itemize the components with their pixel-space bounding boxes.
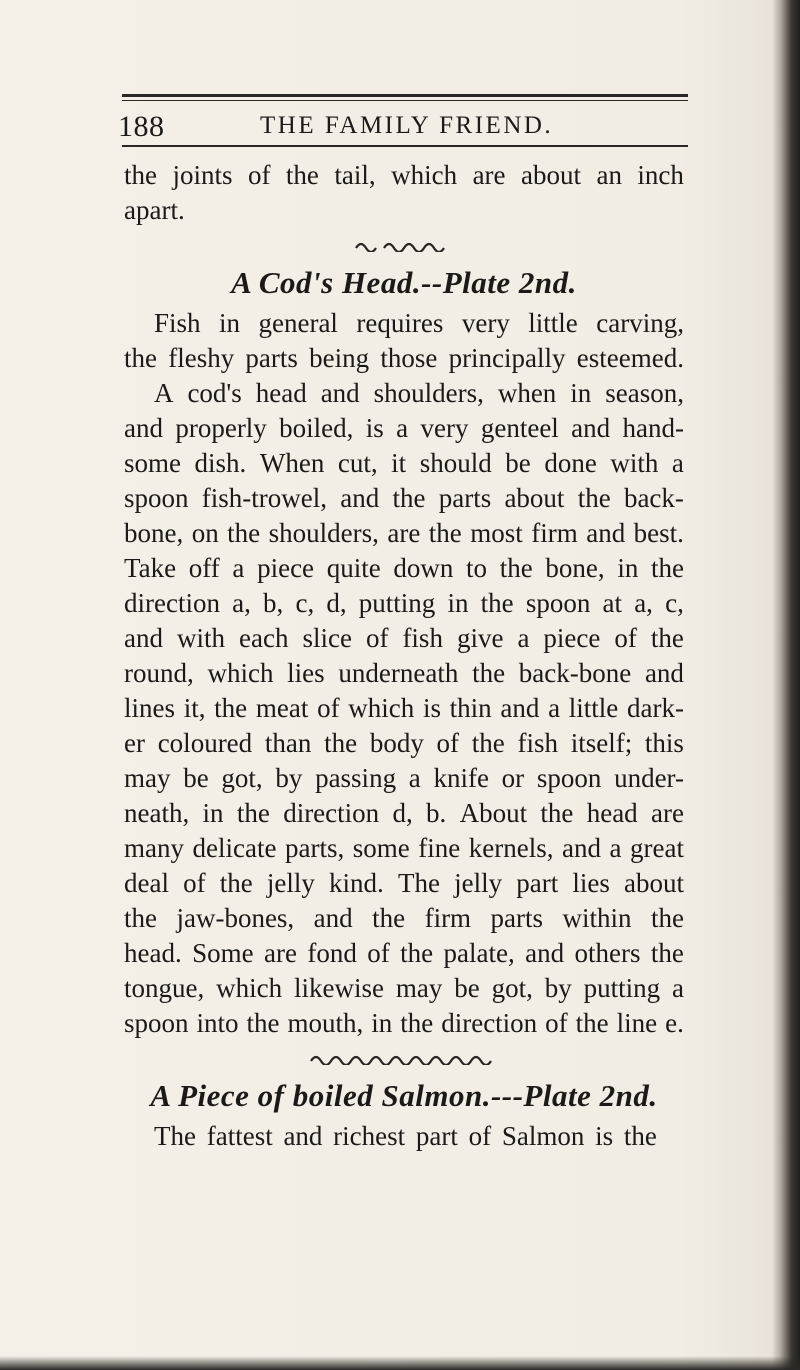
text-line: bone, on the shoulders, are the most firm and best.: [124, 518, 684, 548]
text-line: and properly boiled, is a very genteel and hand-: [124, 413, 684, 443]
text-line: and with each slice of fish give a piece of the: [124, 623, 684, 653]
text-line: A cod's head and shoulders, when in season,: [154, 378, 684, 408]
text-line: Take off a piece quite down to the bone, in the: [124, 553, 684, 583]
text-line: direction a, b, c, d, putting in the spoon at a, c,: [124, 588, 684, 618]
text-line: the fleshy parts being those principally esteemed.: [124, 343, 684, 373]
section-divider-ornament: [124, 1041, 684, 1075]
header-rule-bottom: [122, 145, 688, 147]
text-line: The fattest and richest part of Salmon is the: [154, 1121, 657, 1151]
text-line: Fish in general requires very little carving,: [154, 308, 684, 338]
text-line: some dish. When cut, it should be done with a: [124, 448, 684, 478]
text-line: head. Some are fond of the palate, and others the: [124, 938, 684, 968]
header-rule: [122, 94, 688, 97]
page-header: [118, 110, 693, 150]
text-line: neath, in the direction d, b. About the head are: [124, 798, 684, 828]
text-line: the jaw-bones, and the firm parts within the: [124, 903, 684, 933]
section-divider-ornament: [124, 228, 684, 262]
body-text: [124, 158, 684, 1154]
text-line: many delicate parts, some fine kernels, and a great: [124, 833, 684, 863]
page-bottom-edge: [0, 1356, 800, 1370]
text-line: lines it, the meat of which is thin and a little dark-: [124, 693, 684, 723]
page-binding-edge: [772, 0, 800, 1370]
text-line: spoon into the mouth, in the direction of the line e.: [124, 1008, 684, 1038]
page-number: 188: [118, 110, 165, 143]
text-line: round, which lies underneath the back-bone and: [124, 658, 684, 688]
text-line: may be got, by passing a knife or spoon under-: [124, 763, 684, 793]
section-heading-cods-head: A Cod's Head.--Plate 2nd.: [231, 265, 577, 300]
text-line: the joints of the tail, which are about an inch: [124, 160, 684, 190]
text-line: tongue, which likewise may be got, by putting a: [124, 973, 684, 1003]
header-rule-thin: [122, 100, 688, 101]
text-line: deal of the jelly kind. The jelly part lies about: [124, 868, 684, 898]
running-head: THE FAMILY FRIEND.: [260, 112, 554, 139]
text-line: spoon fish-trowel, and the parts about the back-: [124, 483, 684, 513]
text-line: apart.: [124, 195, 185, 225]
text-line: er coloured than the body of the fish itself; this: [124, 728, 684, 758]
section-heading-boiled-salmon: A Piece of boiled Salmon.---Plate 2nd.: [150, 1078, 658, 1113]
